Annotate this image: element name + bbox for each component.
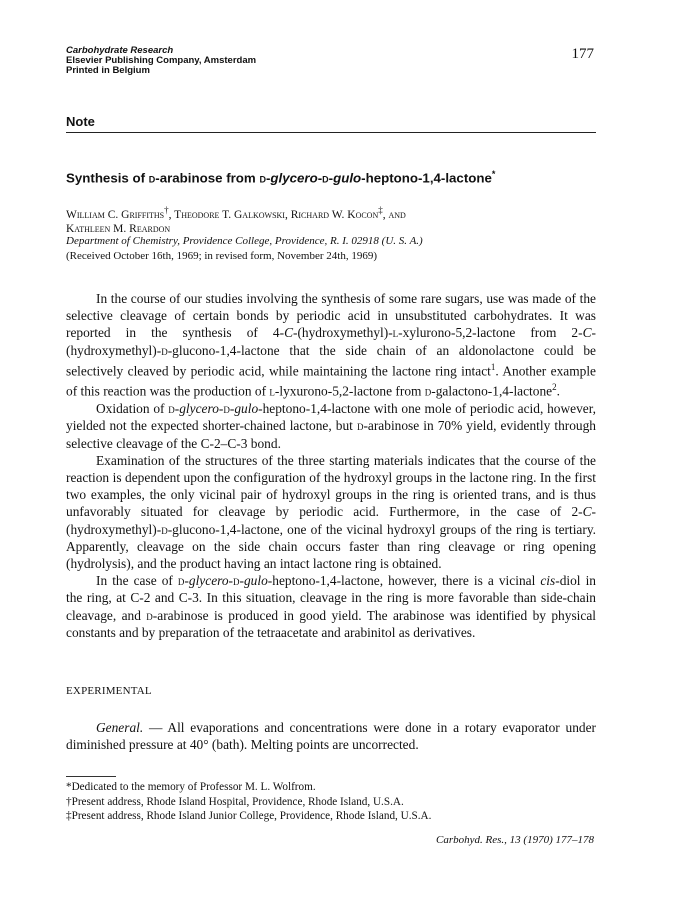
publisher: Elsevier Publishing Company, Amsterdam <box>66 55 257 66</box>
text-run: -(hydroxymethyl)- <box>66 504 596 537</box>
text-run: gulo <box>243 573 268 589</box>
text-run: C <box>582 325 592 341</box>
text-run: . Another example of this reaction was the production of <box>66 363 596 399</box>
author-name: , Theodore T. Galkowski, Richard W. Kocon <box>168 208 379 221</box>
text-run: Oxidation of <box>96 401 169 417</box>
page-number: 177 <box>571 46 594 62</box>
text-run: Examination of the structures of the three starting materials indicates that the course of the reaction is dependent upon the configuration of the hydroxyl groups in the lactone ring. In the first two examples, the only vicinal pair of hydroxyl groups in the ring is oriented trans, and is thus unfavorably situated for cleavage by periodic acid. Furthermore, in the case of 2- <box>66 452 596 520</box>
text-run: d <box>146 607 153 623</box>
journal-name: Carbohydrate Research <box>66 45 174 56</box>
general-section <box>66 719 596 753</box>
reference-mark: 1 <box>490 361 496 372</box>
article-body <box>66 290 596 641</box>
author-name: Kathleen M. Reardon <box>66 222 171 235</box>
experimental-heading: EXPERIMENTAL <box>66 685 152 697</box>
affiliation: Department of Chemistry, Providence College, Providence, R. I. 02918 (U. S. A.) <box>66 235 423 247</box>
author-name: , and <box>382 208 406 221</box>
title-part: Synthesis of <box>66 170 149 186</box>
paragraph <box>66 452 596 572</box>
title-part: -heptono-1,4-lactone <box>361 170 492 186</box>
text-run: d <box>161 342 168 358</box>
section-rule <box>66 132 596 133</box>
title-part: d <box>322 170 329 186</box>
title-part: d <box>148 170 156 186</box>
title-part: glycero <box>270 170 318 186</box>
footnote-rule <box>66 776 116 777</box>
text-run: -lyxurono-5,2-lactone from <box>274 383 425 399</box>
title-footnote-mark: * <box>491 169 496 179</box>
text-run: glycero <box>179 401 219 417</box>
text-run: - <box>229 401 235 417</box>
text-run: d <box>161 521 168 537</box>
text-run: -xylurono-5,2-lactone from 2- <box>398 325 583 341</box>
title-part: - <box>265 170 271 186</box>
text-run: d <box>223 401 230 417</box>
title-part: gulo <box>333 170 362 186</box>
footer-citation: Carbohyd. Res., 13 (1970) 177–178 <box>436 834 594 846</box>
text-run: -arabinose in 70% yield, evidently through selective cleavage of the C-2–C-3 bond. <box>66 418 597 451</box>
text-run: -glucono-1,4-lactone that the side chain of an aldonolactone could be selectively cleaved by periodic acid, while maintaining the lactone ring intact <box>66 342 596 379</box>
section-label: Note <box>66 114 95 129</box>
title-part: -arabinose from <box>155 170 260 186</box>
paragraph <box>66 572 596 641</box>
article-title <box>66 169 606 185</box>
text-run: -(hydroxymethyl)- <box>66 325 596 358</box>
text-run: C <box>284 325 293 341</box>
text-run: - <box>218 401 224 417</box>
text-run: cis <box>540 573 556 589</box>
text-run: C <box>582 504 592 520</box>
text-run: - <box>184 573 189 589</box>
text-run: In the course of our studies involving the synthesis of some rare sugars, use was made of the selective cleavage of certain bonds by periodic acid in unsubstituted carbohydrates. It was reported in the synthesis of 4- <box>66 291 596 341</box>
text-run: d <box>424 383 432 399</box>
title-part: - <box>328 170 334 186</box>
text-run: - <box>239 573 244 589</box>
text-run: d <box>177 573 185 589</box>
text-run: glycero <box>188 573 229 589</box>
text-run: -glucono-1,4-lactone, one of the vicinal hydroxyl groups of the ring is tertiary. Apparently, cleavage on the side chain occurs faster than ring cleavage or ring opening (hydrolysis), and the product having an intact lactone ring is obtained. <box>66 521 596 571</box>
text-run: d <box>233 573 240 589</box>
text-run: -diol in the ring, at C-2 and C-3. In this situation, cleavage in the ring is more favorable than side-chain cleavage, and <box>66 573 596 623</box>
paragraph <box>66 290 596 400</box>
text-run: l <box>269 383 275 399</box>
paragraph <box>66 400 596 452</box>
footnotes <box>66 780 431 824</box>
received-dates: (Received October 16th, 1969; in revised form, November 24th, 1969) <box>66 250 377 262</box>
text-run: . <box>556 383 560 399</box>
footnote: †Present address, Rhode Island Hospital, Providence, Rhode Island, U.S.A. <box>66 795 404 808</box>
author-name: William C. Griffiths <box>66 208 165 221</box>
journal-header <box>66 46 256 76</box>
printed-in: Printed in Belgium <box>66 65 150 76</box>
text-run: gulo <box>234 401 259 417</box>
text-run: - <box>228 573 234 589</box>
text-run: — All evaporations and concentrations were done in a rotary evaporator under diminished pressure at 40° (bath). Melting points are uncorrected. <box>66 720 596 753</box>
text-run: -heptono-1,4-lactone with one mole of periodic acid, however, yielded not the expected shorter-chained lactone, but <box>66 401 596 434</box>
footnote: *Dedicated to the memory of Professor M. L. Wolfrom. <box>66 781 316 793</box>
text-run: In the case of <box>96 573 178 589</box>
paragraph <box>66 719 596 753</box>
footnote: ‡Present address, Rhode Island Junior College, Providence, Rhode Island, U.S.A. <box>66 810 432 822</box>
reference-mark: 2 <box>552 382 557 393</box>
title-part: - <box>317 170 323 186</box>
text-run: l <box>392 325 399 341</box>
author-mark: ‡ <box>378 205 383 215</box>
text-run: - <box>174 401 180 417</box>
text-run: d <box>356 418 364 434</box>
authors <box>66 203 606 236</box>
text-run: d <box>168 401 175 417</box>
text-run: -arabinose is produced in good yield. The arabinose was identified by physical constants and by preparation of the tetraacetate and arabinitol as derivatives. <box>66 607 596 640</box>
text-run: -(hydroxymethyl)- <box>293 325 393 341</box>
title-part: d <box>259 170 266 186</box>
text-run: -galactono-1,4-lactone <box>431 383 553 399</box>
author-mark: † <box>164 205 169 215</box>
run-in-heading: General. <box>96 720 144 735</box>
text-run: -heptono-1,4-lactone, however, there is a vicinal <box>267 573 541 589</box>
